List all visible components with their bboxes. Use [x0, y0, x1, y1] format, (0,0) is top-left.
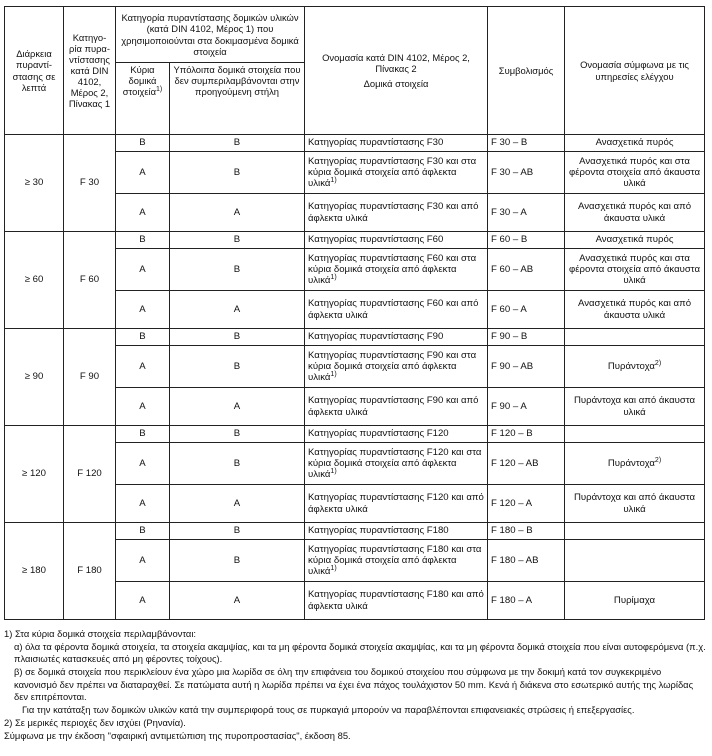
header-class: Κατηγο-ρία πυρα-ντίστασης κατά DIN 4102, Μέρος 2, Πίνακας 1 — [64, 7, 116, 135]
main-material-cell: A — [116, 291, 170, 329]
element-designation-text: Κατηγορίας πυραντίστασης F60 — [308, 234, 444, 246]
class-cell: F 90 — [64, 329, 116, 426]
duration-cell: ≥ 60 — [5, 232, 64, 329]
other-material-cell: A — [170, 582, 305, 620]
element-designation-text: Κατηγορίας πυραντίστασης F90 και στα κύρια δομικά στοιχεία από άφλεκτα υλικά — [308, 349, 477, 384]
symbol-cell: F 60 – A — [488, 291, 565, 329]
header-material-class: Κατηγορία πυραντίστασης δομικών υλικών (κατά DIN 4102, Μέρος 1) που χρησιμοποιούνται στα δοκιμασμένα δομικά στοιχεία — [116, 7, 305, 63]
authority-designation-text: Ανασχετικά πυρός και στα φέροντα στοιχεία από άκαυστα υλικά — [569, 252, 700, 287]
element-designation-text: Κατηγορίας πυραντίστασης F60 και από άφλεκτα υλικά — [308, 298, 479, 321]
element-designation-cell — [305, 426, 488, 443]
other-material-cell: A — [170, 485, 305, 523]
symbol-cell: F 30 – AB — [488, 152, 565, 194]
authority-designation-cell — [565, 291, 705, 329]
element-designation-text: Κατηγορίας πυραντίστασης F120 και στα κύρια δομικά στοιχεία από άφλεκτα υλικά — [308, 446, 482, 481]
main-material-cell: A — [116, 540, 170, 582]
authority-designation-text: Πυράντοχα και από άκαυστα υλικά — [574, 492, 696, 515]
symbol-cell: F 30 – B — [488, 135, 565, 152]
main-material-cell: A — [116, 194, 170, 232]
table-row — [5, 426, 705, 443]
other-material-cell: A — [170, 194, 305, 232]
main-material-cell: A — [116, 152, 170, 194]
element-designation-cell — [305, 152, 488, 194]
footnote-ref: 1) — [330, 564, 337, 572]
footnote-ref: 1) — [330, 370, 337, 378]
class-cell: F 180 — [64, 523, 116, 620]
other-material-cell: B — [170, 135, 305, 152]
authority-designation-cell — [565, 194, 705, 232]
other-material-cell: B — [170, 346, 305, 388]
header-designation-din — [305, 7, 488, 135]
other-material-cell: A — [170, 291, 305, 329]
symbol-cell: F 180 – A — [488, 582, 565, 620]
element-designation-text: Κατηγορίας πυραντίστασης F180 — [308, 525, 449, 537]
class-cell: F 30 — [64, 135, 116, 232]
element-designation-text: Κατηγορίας πυραντίστασης F90 — [308, 331, 444, 343]
authority-designation-text: Ανασχετικά πυρός — [595, 234, 674, 246]
other-material-cell: A — [170, 388, 305, 426]
element-designation-text: Κατηγορίας πυραντίστασης F60 και στα κύρια δομικά στοιχεία από άφλεκτα υλικά — [308, 252, 477, 287]
authority-designation-cell — [565, 582, 705, 620]
authority-designation-cell — [565, 443, 705, 485]
table-body — [5, 135, 705, 620]
header-other-elements: Υπόλοιπα δομικά στοιχεία που δεν συμπεριλαμβάνονται στην προηγούμενη στήλη — [170, 63, 305, 135]
authority-designation-text: Πυράντοχα — [607, 360, 655, 372]
symbol-cell: F 90 – A — [488, 388, 565, 426]
main-material-cell: A — [116, 485, 170, 523]
duration-cell: ≥ 30 — [5, 135, 64, 232]
symbol-cell: F 120 – A — [488, 485, 565, 523]
authority-designation-cell — [565, 388, 705, 426]
footnote-ref: 1) — [330, 273, 337, 281]
footnote-1c: Για την κατάταξη των δομικών υλικών κατά την συμπεριφορά τους σε πυρκαγιά μπορούν να παραβλέπονται επιφανειακές στρώσεις ή επεξεργασίες. — [22, 704, 635, 716]
element-designation-cell — [305, 329, 488, 346]
table-row — [5, 135, 705, 152]
element-designation-cell — [305, 135, 488, 152]
main-material-cell: A — [116, 582, 170, 620]
authority-designation-cell — [565, 329, 705, 346]
element-designation-cell — [305, 443, 488, 485]
element-designation-cell — [305, 485, 488, 523]
footnote-ref: 2) — [654, 456, 662, 464]
header-designation-din-title: Ονομασία κατά DIN 4102, Μέρος 2, Πίνακας 2 — [322, 51, 470, 74]
element-designation-cell — [305, 388, 488, 426]
authority-designation-text: Ανασχετικά πυρός — [595, 137, 674, 149]
element-designation-text: Κατηγορίας πυραντίστασης F180 και στα κύρια δομικά στοιχεία από άφλεκτα υλικά — [308, 543, 482, 578]
authority-designation-cell — [565, 346, 705, 388]
authority-designation-text: Πυρίμαχα — [613, 594, 656, 606]
authority-designation-text: Πυράντοχα και από άκαυστα υλικά — [574, 395, 696, 418]
other-material-cell: B — [170, 232, 305, 249]
footnote-1b: β) σε δομικά στοιχεία που περικλείουν ένα χώρο μια λωρίδα σε όλη την επιφάνεια του δομικού στοιχείου που σύμφωνα με την δοκιμή κατά τον συγκεκριμένο κανονισμό δεν πρέπει να διαταραχθεί. Σε πατώματα αυτή η λωρίδα πρέπει να έχει ένα πάχος τουλάχιστον 50 mm. Κενά ή διάκενα στο εσωτερικό αυτής της λωρίδας δεν επιτρέπονται. — [14, 666, 694, 703]
element-designation-text: Κατηγορίας πυραντίστασης F30 — [308, 137, 444, 149]
other-material-cell: B — [170, 426, 305, 443]
authority-designation-text: Ανασχετικά πυρός και από άκαυστα υλικά — [577, 298, 692, 321]
symbol-cell: F 120 – B — [488, 426, 565, 443]
table-row — [5, 329, 705, 346]
element-designation-cell — [305, 582, 488, 620]
authority-designation-cell — [565, 540, 705, 582]
footnotes — [4, 628, 706, 742]
symbol-cell: F 30 – A — [488, 194, 565, 232]
symbol-cell: F 180 – B — [488, 523, 565, 540]
header-building-elements: Δομικά στοιχεία — [363, 78, 429, 90]
symbol-cell: F 60 – AB — [488, 249, 565, 291]
class-cell: F 60 — [64, 232, 116, 329]
footnote-ref: 2) — [654, 359, 662, 367]
table-row — [5, 232, 705, 249]
element-designation-cell — [305, 540, 488, 582]
element-designation-cell — [305, 249, 488, 291]
symbol-cell: F 90 – B — [488, 329, 565, 346]
symbol-cell: F 60 – B — [488, 232, 565, 249]
duration-cell: ≥ 120 — [5, 426, 64, 523]
other-material-cell: B — [170, 540, 305, 582]
element-designation-text: Κατηγορίας πυραντίστασης F120 — [308, 428, 449, 440]
authority-designation-cell — [565, 485, 705, 523]
authority-designation-text: Πυράντοχα — [607, 457, 655, 469]
element-designation-text: Κατηγορίας πυραντίστασης F30 και στα κύρια δομικά στοιχεία από άφλεκτα υλικά — [308, 155, 477, 190]
header-main-elements: Κύρια δομικά στοιχεία$^{1)}$ — [116, 63, 170, 135]
authority-designation-cell — [565, 152, 705, 194]
symbol-cell: F 120 – AB — [488, 443, 565, 485]
footnote-ref: 1) — [330, 467, 337, 475]
main-material-cell: A — [116, 388, 170, 426]
element-designation-cell — [305, 232, 488, 249]
source-note: Σύμφωνα με την έκδοση "σφαιρική αντιμετώπιση της πυροπροστασίας", έκδοση 85. — [4, 729, 351, 741]
authority-designation-cell — [565, 135, 705, 152]
authority-designation-text: Ανασχετικά πυρός και στα φέροντα στοιχεία από άκαυστα υλικά — [569, 155, 700, 190]
element-designation-text: Κατηγορίας πυραντίστασης F120 και από άφλεκτα υλικά — [308, 492, 484, 515]
main-material-cell: A — [116, 346, 170, 388]
symbol-cell: F 180 – AB — [488, 540, 565, 582]
authority-designation-cell — [565, 249, 705, 291]
footnote-1: 1) Στα κύρια δομικά στοιχεία περιλαμβάνονται: — [4, 628, 197, 639]
main-material-cell: B — [116, 523, 170, 540]
other-material-cell: B — [170, 249, 305, 291]
header-symbol: Συμβολισμός — [488, 7, 565, 135]
element-designation-text: Κατηγορίας πυραντίστασης F30 και από άφλεκτα υλικά — [308, 201, 479, 224]
authority-designation-text: Ανασχετικά πυρός και από άκαυστα υλικά — [577, 201, 692, 224]
main-material-cell: A — [116, 443, 170, 485]
other-material-cell: B — [170, 443, 305, 485]
element-designation-cell — [305, 523, 488, 540]
footnote-ref: 1) — [330, 176, 337, 184]
fire-resistance-table — [4, 6, 705, 620]
element-designation-text: Κατηγορίας πυραντίστασης F180 και από άφλεκτα υλικά — [308, 589, 484, 612]
other-material-cell: B — [170, 523, 305, 540]
element-designation-cell — [305, 194, 488, 232]
authority-designation-cell — [565, 426, 705, 443]
main-material-cell: B — [116, 135, 170, 152]
authority-designation-cell — [565, 523, 705, 540]
authority-designation-cell — [565, 232, 705, 249]
table-row — [5, 523, 705, 540]
element-designation-cell — [305, 291, 488, 329]
symbol-cell: F 90 – AB — [488, 346, 565, 388]
header-authority-designation: Ονομασία σύμφωνα με τις υπηρεσίες ελέγχου — [565, 7, 705, 135]
other-material-cell: B — [170, 329, 305, 346]
element-designation-text: Κατηγορίας πυραντίστασης F90 και από άφλεκτα υλικά — [308, 395, 479, 418]
footnote-2: 2) Σε μερικές περιοχές δεν ισχύει (Ρηνανία). — [4, 716, 186, 728]
main-material-cell: A — [116, 249, 170, 291]
main-material-cell: B — [116, 426, 170, 443]
other-material-cell: B — [170, 152, 305, 194]
footnote-1a: α) όλα τα φέροντα δομικά στοιχεία, τα στοιχεία ακαμψίας, και τα μη φέροντα δομικά στοιχεία ακαμψίας, και τα μη φέροντα δομικά στοιχεία που είναι αυτοφερόμενα (π.χ. πλαισιωτές κατασκευές από μη φέροντες τοίχους). — [14, 640, 706, 665]
duration-cell: ≥ 180 — [5, 523, 64, 620]
duration-cell: ≥ 90 — [5, 329, 64, 426]
class-cell: F 120 — [64, 426, 116, 523]
header-duration: Διάρκεια πυραντί-στασης σε λεπτά — [5, 7, 64, 135]
main-material-cell: B — [116, 329, 170, 346]
element-designation-cell — [305, 346, 488, 388]
main-material-cell: B — [116, 232, 170, 249]
